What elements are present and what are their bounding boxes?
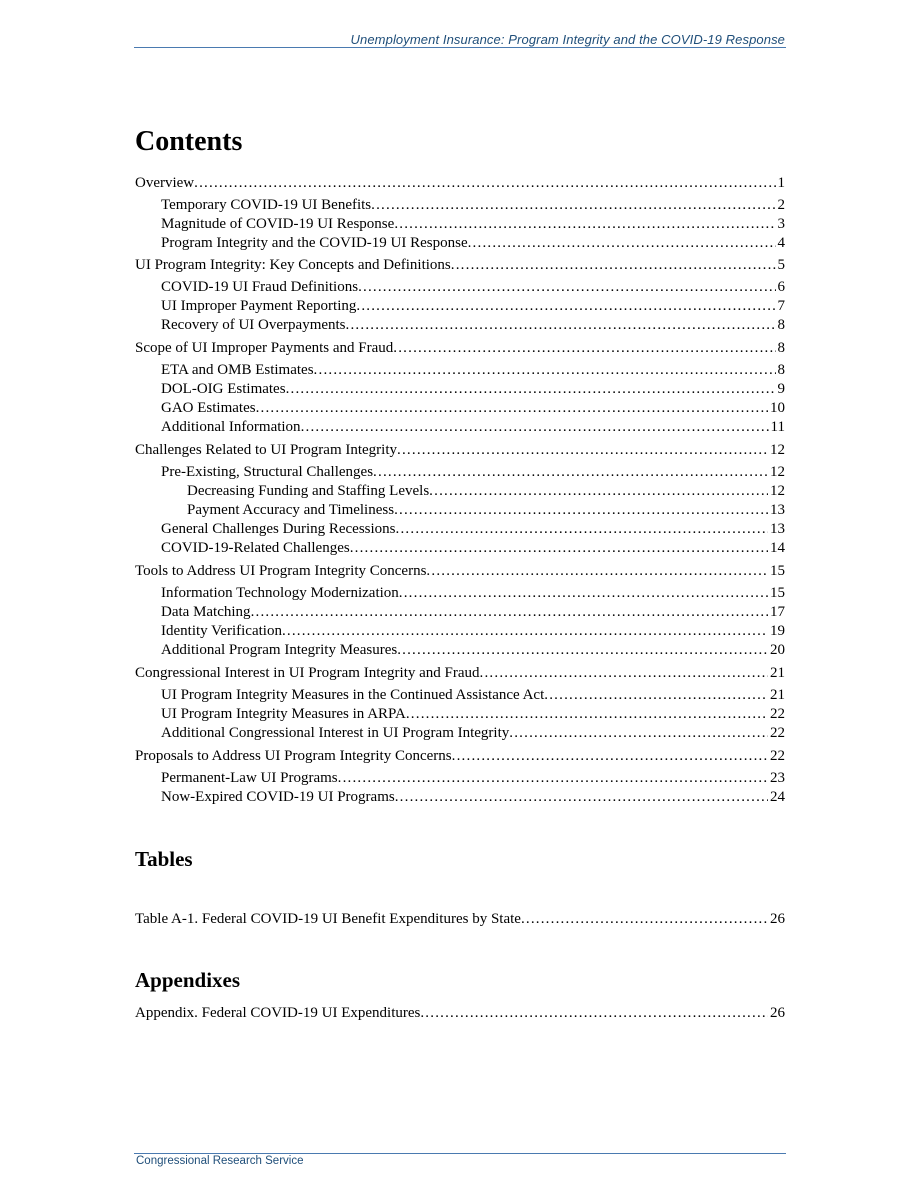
toc-entry-page: 22	[770, 706, 785, 722]
appendix-list-entry[interactable]	[135, 1004, 785, 1023]
toc-entry-title: Tools to Address UI Program Integrity Concerns	[135, 563, 427, 579]
toc-entry[interactable]	[135, 562, 785, 581]
toc-entry[interactable]	[161, 196, 785, 215]
leader-dots	[394, 215, 775, 234]
toc-entry-title: UI Program Integrity Measures in the Continued Assistance Act	[161, 687, 545, 703]
toc-entry-title: UI Program Integrity Measures in ARPA	[161, 706, 406, 722]
toc-entry[interactable]	[161, 705, 785, 724]
toc-entry-page: 6	[777, 279, 785, 295]
toc-entry[interactable]	[135, 747, 785, 766]
toc-entry[interactable]	[187, 482, 785, 501]
toc-entry-title: Additional Program Integrity Measures	[161, 642, 398, 658]
leader-dots	[282, 622, 768, 641]
toc-entry-page: 22	[770, 748, 785, 764]
leader-dots	[397, 441, 768, 460]
toc-entry-title: Payment Accuracy and Timeliness	[187, 502, 395, 518]
toc-entry[interactable]	[161, 316, 785, 335]
toc-entry[interactable]	[135, 339, 785, 358]
toc-entry[interactable]	[135, 174, 785, 193]
toc-entry-title: COVID-19-Related Challenges	[161, 540, 350, 556]
leader-dots	[346, 316, 776, 335]
toc-entry-page: 22	[770, 725, 785, 741]
toc-entry-title: UI Program Integrity: Key Concepts and Definitions	[135, 257, 451, 273]
toc-entry[interactable]	[161, 463, 785, 482]
leader-dots	[251, 603, 768, 622]
toc-entry[interactable]	[161, 278, 785, 297]
toc-entry-page: 12	[770, 483, 785, 499]
toc-entry[interactable]	[161, 418, 785, 437]
toc-entry[interactable]	[161, 380, 785, 399]
toc-entry-page: 11	[770, 419, 785, 435]
leader-dots	[256, 399, 768, 418]
toc-entry-page: 19	[770, 623, 785, 639]
table-list-entry[interactable]	[135, 910, 785, 929]
footer-source: Congressional Research Service	[136, 1155, 304, 1167]
toc-entry-page: 8	[777, 362, 785, 378]
toc-entry-page: 8	[777, 317, 785, 333]
toc-entry[interactable]	[161, 520, 785, 539]
toc-entry[interactable]	[161, 539, 785, 558]
leader-dots	[286, 380, 776, 399]
toc-entry[interactable]	[161, 686, 785, 705]
appendixes-heading: Appendixes	[135, 968, 241, 992]
leader-dots	[393, 339, 775, 358]
toc-entry-page: 13	[770, 521, 785, 537]
leader-dots	[194, 174, 775, 193]
leader-dots	[395, 788, 768, 807]
toc-entry[interactable]	[187, 501, 785, 520]
toc-entry-page: 21	[770, 665, 785, 681]
toc-entry[interactable]	[161, 234, 785, 253]
leader-dots	[396, 520, 768, 539]
toc-entry-title: Decreasing Funding and Staffing Levels	[187, 483, 430, 499]
leader-dots	[420, 1004, 768, 1023]
toc-entry-page: 2	[777, 197, 785, 213]
toc-entry[interactable]	[161, 641, 785, 660]
toc-entry[interactable]	[161, 769, 785, 788]
toc-entry-title: COVID-19 UI Fraud Definitions	[161, 279, 359, 295]
leader-dots	[358, 278, 775, 297]
toc-entry-title: Congressional Interest in UI Program Integrity and Fraud	[135, 665, 480, 681]
leader-dots	[429, 482, 768, 501]
toc-entry-page: 5	[777, 257, 785, 273]
toc-entry[interactable]	[161, 724, 785, 743]
toc-entry-page: 14	[770, 540, 785, 556]
toc-entry-title: Information Technology Modernization	[161, 585, 399, 601]
toc-entry-page: 1	[777, 175, 785, 191]
toc-entry-title: GAO Estimates	[161, 400, 256, 416]
toc-entry-page: 12	[770, 442, 785, 458]
toc-entry[interactable]	[161, 215, 785, 234]
leader-dots	[451, 256, 776, 275]
table-entry-title: Table A-1. Federal COVID-19 UI Benefit Expenditures by State	[135, 911, 521, 927]
appendix-entry-title: Appendix. Federal COVID-19 UI Expenditures	[135, 1005, 421, 1021]
toc-entry[interactable]	[161, 603, 785, 622]
leader-dots	[544, 686, 768, 705]
leader-dots	[338, 769, 768, 788]
toc-entry-page: 17	[770, 604, 785, 620]
leader-dots	[406, 705, 768, 724]
leader-dots	[426, 562, 768, 581]
toc-entry-title: Proposals to Address UI Program Integrity Concerns	[135, 748, 452, 764]
toc-entry[interactable]	[135, 441, 785, 460]
toc-entry-title: Permanent-Law UI Programs	[161, 770, 338, 786]
leader-dots	[399, 584, 768, 603]
toc-entry[interactable]	[135, 256, 785, 275]
leader-dots	[314, 361, 776, 380]
leader-dots	[521, 910, 768, 929]
toc-entry[interactable]	[161, 622, 785, 641]
toc-entry-title: Overview	[135, 175, 195, 191]
toc-entry-page: 23	[770, 770, 785, 786]
table-entry-page: 26	[770, 911, 785, 927]
appendix-entry-page: 26	[770, 1005, 785, 1021]
contents-heading: Contents	[135, 126, 243, 157]
footer-rule	[134, 1153, 786, 1154]
leader-dots	[371, 196, 775, 215]
toc-entry-title: Temporary COVID-19 UI Benefits	[161, 197, 372, 213]
leader-dots	[350, 539, 768, 558]
leader-dots	[397, 641, 768, 660]
toc-entry-page: 15	[770, 585, 785, 601]
toc-entry-page: 12	[770, 464, 785, 480]
toc-entry-title: Challenges Related to UI Program Integrity	[135, 442, 398, 458]
toc-entry-page: 8	[777, 340, 785, 356]
tables-heading: Tables	[135, 847, 193, 871]
running-header: Unemployment Insurance: Program Integrity and the COVID-19 Response	[350, 32, 785, 47]
toc-entry-page: 20	[770, 642, 785, 658]
toc-entry-page: 3	[777, 216, 785, 232]
toc-entry-page: 10	[770, 400, 785, 416]
toc-entry[interactable]	[161, 399, 785, 418]
leader-dots	[480, 664, 768, 683]
toc-entry-page: 7	[777, 298, 785, 314]
toc-entry-title: Additional Information	[161, 419, 301, 435]
toc-entry-title: Pre-Existing, Structural Challenges	[161, 464, 374, 480]
toc-entry-title: Additional Congressional Interest in UI Program Integrity	[161, 725, 510, 741]
toc-entry-title: UI Improper Payment Reporting	[161, 298, 357, 314]
toc-entry-title: Recovery of UI Overpayments	[161, 317, 346, 333]
toc-entry-page: 21	[770, 687, 785, 703]
toc-entry-page: 15	[770, 563, 785, 579]
toc-entry[interactable]	[161, 361, 785, 380]
leader-dots	[373, 463, 768, 482]
header-rule	[134, 47, 786, 48]
leader-dots	[356, 297, 775, 316]
toc-entry-title: Magnitude of COVID-19 UI Response	[161, 216, 395, 232]
toc-entry-title: DOL-OIG Estimates	[161, 381, 286, 397]
toc-entry-page: 13	[770, 502, 785, 518]
toc-entry[interactable]	[161, 584, 785, 603]
toc-entry-title: ETA and OMB Estimates	[161, 362, 314, 378]
toc-entry-title: Scope of UI Improper Payments and Fraud	[135, 340, 394, 356]
toc-entry[interactable]	[135, 664, 785, 683]
leader-dots	[452, 747, 768, 766]
leader-dots	[301, 418, 769, 437]
leader-dots	[468, 234, 776, 253]
leader-dots	[394, 501, 768, 520]
toc-entry-title: Identity Verification	[161, 623, 282, 639]
toc-entry[interactable]	[161, 297, 785, 316]
toc-entry[interactable]	[161, 788, 785, 807]
toc-entry-title: Data Matching	[161, 604, 251, 620]
toc-entry-title: Now-Expired COVID-19 UI Programs	[161, 789, 395, 805]
toc-entry-page: 9	[777, 381, 785, 397]
toc-entry-title: Program Integrity and the COVID-19 UI Response	[161, 235, 468, 251]
toc-entry-page: 24	[770, 789, 785, 805]
leader-dots	[509, 724, 768, 743]
toc-entry-title: General Challenges During Recessions	[161, 521, 396, 537]
toc-entry-page: 4	[777, 235, 785, 251]
